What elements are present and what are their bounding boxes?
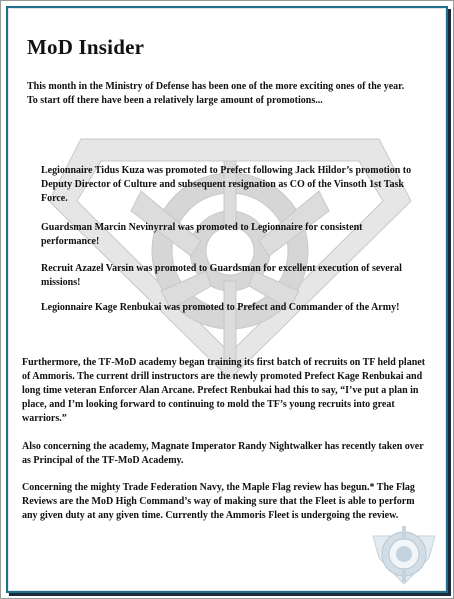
promotion-item: Legionnaire Kage Renbukai was promoted to Prefect and Commander of the Army!: [41, 302, 400, 313]
promotion-item: Guardsman Marcin Nevinyrral was promoted to Legionnaire for consistent performance!: [41, 222, 363, 247]
promotion-item: Legionnaire Tidus Kuza was promoted to Prefect following Jack Hildor’s promotion to Deputy Director of Culture and subsequent resignation as CO of the Vinsoth 1st Task Force.: [41, 165, 412, 204]
promotion-item: Recruit Azazel Varsin was promoted to Guardsman for excellent execution of several missions!: [41, 263, 402, 288]
trade-federation-emblem-icon: [367, 518, 441, 588]
principal-paragraph: Also concerning the academy, Magnate Imperator Randy Nightwalker has recently taken over as Principal of the TF-MoD Academy.: [22, 441, 424, 466]
newsletter-title: MoD Insider: [27, 35, 145, 59]
intro-paragraph: This month in the Ministry of Defense has been one of the more exciting ones of the year. To start off there have been a relatively large amount of promotions...: [27, 81, 405, 106]
navy-paragraph: Concerning the mighty Trade Federation Navy, the Maple Flag review has begun.* The Flag Reviews are the MoD High Command’s way of making sure that the Fleet is able to perform any given duty at any given time. Currently the Ammoris Fleet is undergoing the review.: [22, 482, 415, 521]
academy-paragraph: Furthermore, the TF-MoD academy began training its first batch of recruits on TF held planet of Ammoris. The current drill instructors are the newly promoted Prefect Kage Renbukai and long time veteran Enforcer Alan Arcane. Prefect Renbukai had this to say, “I’ve put a plan in place, and I’m looking forward to continuing to mold the TF’s young recruits into great warriors.”: [22, 357, 426, 424]
